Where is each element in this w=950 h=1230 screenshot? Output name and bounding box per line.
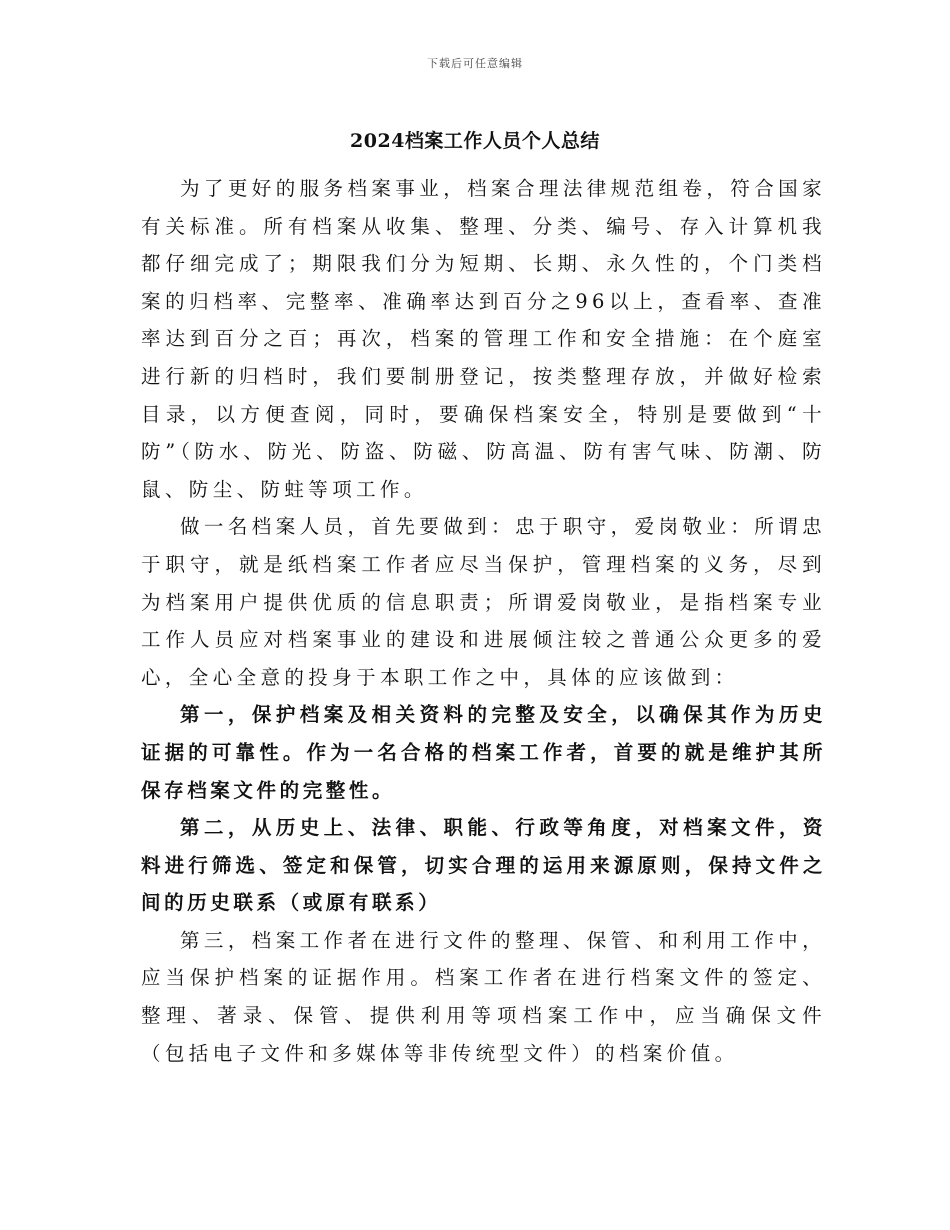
header-note: 下载后可任意编辑	[427, 57, 523, 70]
paragraph-point-one: 第一，保护档案及相关资料的完整及安全，以确保其作为历史证据的可靠性。作为一名合格的档案工作者，首要的就是维护其所保存档案文件的完整性。	[141, 703, 826, 802]
paragraph-archive-standards: 为了更好的服务档案事业，档案合理法律规范组卷，符合国家有关标准。所有档案从收集、整理、分类、编号、存入计算机我都仔细完成了；期限我们分为短期、长期、永久性的，个门类档案的归档率、完整率、准确率达到百分之96以上，查看率、查准率达到百分之百；再次，档案的管理工作和安全措施：在个庭室进行新的归档时，我们要制册登记，按类整理存放，并做好检索目录，以方便查阅，同时，要确保档案安全，特别是要做到“十防”（防水、防光、防盗、防磁、防高温、防有害气味、防潮、防鼠、防尘、防蛀等项工作。	[141, 177, 826, 501]
paragraph-duties: 做一名档案人员，首先要做到：忠于职守，爱岗敬业：所谓忠于职守，就是纸档案工作者应尽当保护，管理档案的义务，尽到为档案用户提供优质的信息职责；所谓爱岗敬业，是指档案专业工作人员应对档案事业的建设和进展倾注较之普通公众更多的爱心，全心全意的投身于本职工作之中，具体的应该做到：	[141, 515, 826, 689]
paragraph-point-three: 第三，档案工作者在进行文件的整理、保管、和利用工作中，应当保护档案的证据作用。档案工作者在进行档案文件的签定、整理、著录、保管、提供利用等项档案工作中，应当确保文件（包括电子文件和多媒体等非传统型文件）的档案价值。	[141, 928, 826, 1065]
document-body	[141, 170, 826, 1072]
document-title: 2024档案工作人员个人总结	[350, 130, 600, 152]
paragraph-point-two: 第二，从历史上、法律、职能、行政等角度，对档案文件，资料进行筛选、签定和保管，切实合理的运用来源原则，保持文件之间的历史联系（或原有联系）	[141, 816, 826, 915]
